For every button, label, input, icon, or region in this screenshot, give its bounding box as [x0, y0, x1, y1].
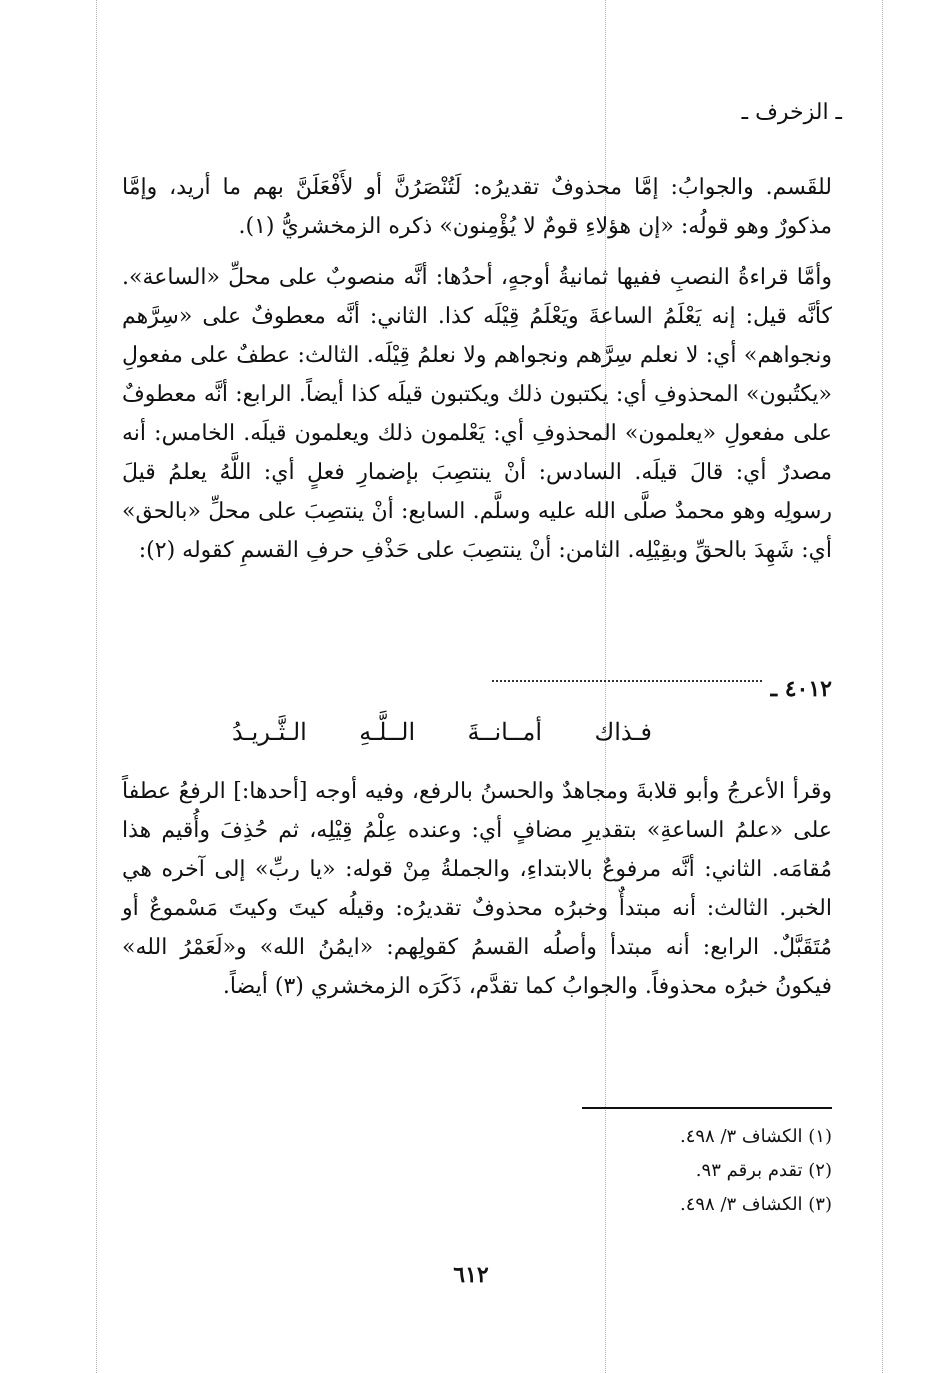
footnotes [532, 1120, 832, 1222]
page-number: ٦١٢ [453, 1262, 489, 1288]
main-text-lower [122, 772, 832, 1018]
footnote-item: (٢) تقدم برقم ٩٣. [695, 1160, 832, 1181]
verse-dotted-line [492, 680, 762, 682]
verse-line [232, 718, 652, 746]
main-text-upper [122, 168, 832, 582]
paragraph-nasb: وأمَّا قراءةُ النصبِ ففيها ثمانيةُ أوجهٍ، أحدُها: أنَّه منصوبٌ على محلِّ «الساعة». كأنَّه قيل: إنه يَعْلَمُ الساعةَ ويَعْلَمُ قِيْلَه كذا. الثاني: أنَّه معطوفٌ على «سِرَّهم ونجواهم» أي: لا نعلم سِرَّهم ونجواهم ولا نعلمُ قِيْلَه. الثالث: عطفٌ على مفعولِ «يكتُبون» المحذوفِ أي: يكتبون ذلك ويكتبون قيلَه كذا أيضاً. الرابع: أنَّه معطوفٌ على مفعولِ «يعلمون» المحذوفِ أي: يَعْلمون ذلك ويعلمون قيلَه. الخامس: أنه مصدرٌ أي: قالَ قيلَه. السادس: أنْ ينتصِبَ بإضمارِ فعلٍ أي: اللَّهُ يعلمُ قيلَ رسولِه وهو محمدٌ صلَّى الله عليه وسلَّم. السابع: أنْ ينتصِبَ على محلِّ «بالحق» أي: شَهِدَ بالحقِّ وبقِيْلِه. الثامن: أنْ ينتصِبَ على حَذْفِ حرفِ القسمِ كقوله (٢): [122, 265, 832, 563]
paragraph-raf: وقرأ الأعرجُ وأبو قلابةَ ومجاهدٌ والحسنُ بالرفع، وفيه أوجه [أحدها:] الرفعُ عطفاً على «علمُ الساعةِ» بتقديرِ مضافٍ أي: وعنده عِلْمُ قِيْلِه، ثم حُذِفَ وأُقيم هذا مُقامَه. الثاني: أنَّه مرفوعٌ بالابتداءِ، والجملةُ مِنْ قوله: «يا ربِّ» إلى آخره هي الخبر. الثالث: أنه مبتدأٌ وخبرُه محذوفٌ تقديرُه: وقيلُه كيتَ وكيتَ مَسْموعٌ أو مُتَقَبَّلٌ. الرابع: أنه مبتدأ وأصلُه القسمُ كقولِهم: «ايمُنُ الله» و«لَعَمْرُ الله» فيكونُ خبرُه محذوفاً. والجوابُ كما تقدَّم، ذَكَرَه الزمخشري (٣) أيضاً. [122, 779, 832, 999]
paragraph-intro: للقَسم. والجوابُ: إمَّا محذوفٌ تقديرُه: لَتُنْصَرُنَّ أو لأَفْعَلَنَّ بهم ما أريد، وإمَّا مذكورٌ وهو قولُه: «إن هؤلاءِ قومٌ لا يُؤْمِنون» ذكره الزمخشريُّ (١). [122, 175, 832, 239]
footnote-item: (١) الكشاف ٣/ ٤٩٨. [679, 1126, 832, 1147]
running-header: ـ الزخرف ـ [741, 100, 842, 125]
margin-guide-left [96, 0, 97, 1373]
verse-word: أمــانــةَ [467, 718, 543, 746]
margin-guide-right [882, 0, 883, 1373]
verse-word: فـذاك [594, 718, 652, 746]
footnote-separator [582, 1107, 832, 1109]
verse-word: الــلَّـهِ [359, 718, 416, 746]
verse-word: الـثَّـريـدُ [232, 718, 307, 746]
verse-number: ٤٠١٢ ـ [770, 676, 832, 702]
footnote-item: (٣) الكشاف ٣/ ٤٩٨. [679, 1194, 832, 1215]
